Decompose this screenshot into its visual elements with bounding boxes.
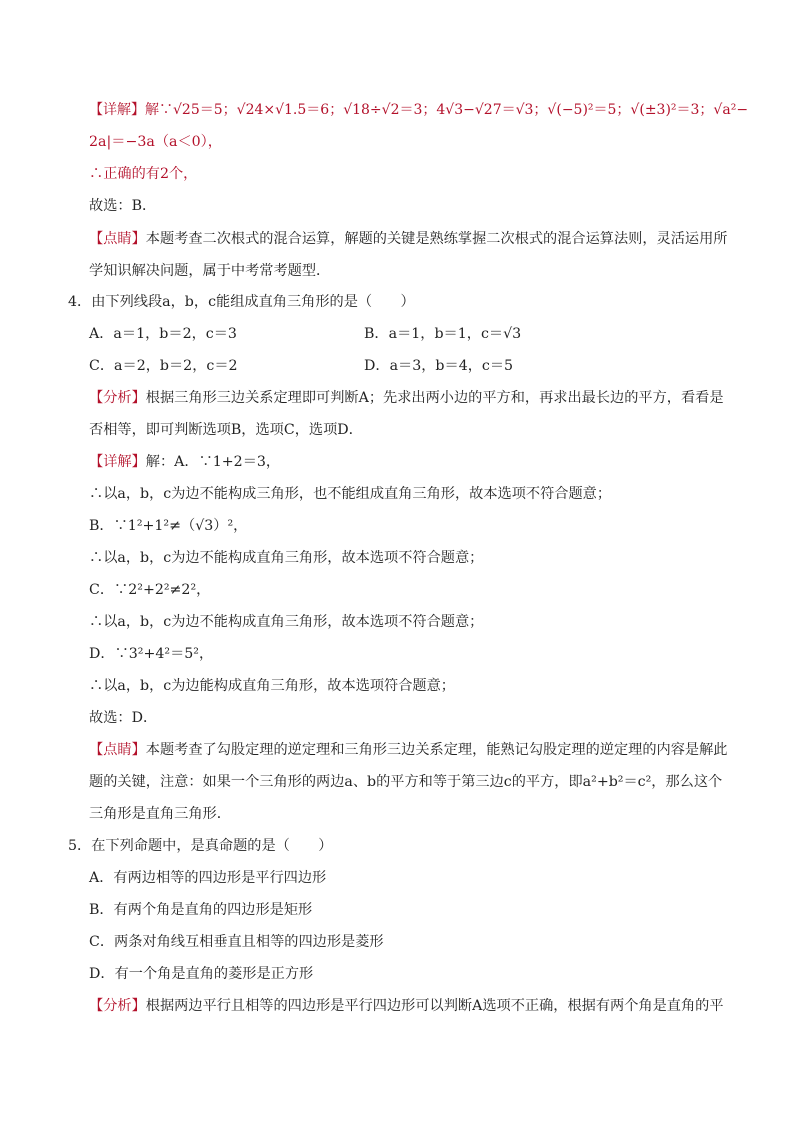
detail-tag: 【详解】: [89, 454, 146, 470]
q5-analysis-line1: 【分析】根据两边平行且相等的四边形是平行四边形可以判断A选项不正确，根据有两个角是直角的平: [89, 998, 724, 1014]
q4-analysis-line1: 【分析】根据三角形三边关系定理即可判断A；先求出两小边的平方和，再求出最长边的平方，看看是: [89, 390, 724, 406]
q4-choice: 故选：D．: [89, 710, 158, 726]
prev-choice: 故选：B．: [89, 198, 157, 214]
q4-analysis-line2: 否相等，即可判断选项B，选项C，选项D．: [89, 422, 363, 438]
q4-comment-line1: 【点睛】本题考查了勾股定理的逆定理和三角形三边关系定理，能熟记勾股定理的逆定理的内容是解此: [89, 742, 728, 758]
q4-comment-line2: 题的关键，注意：如果一个三角形的两边a、b的平方和等于第三边c的平方，即a²+b²＝c²，那么这个: [89, 774, 723, 790]
q4-detail-d: D．∵3²+4²＝5²，: [89, 646, 214, 662]
q4-detail-a2: ∴以a，b，c为边不能构成三角形，也不能组成直角三角形，故本选项不符合题意；: [89, 486, 612, 502]
q4-comment-line3: 三角形是直角三角形．: [89, 806, 231, 822]
prev-detail-line2: 2a|＝−3a（a＜0），: [89, 134, 222, 150]
q5-stem: 5．在下列命题中，是真命题的是（ ）: [68, 838, 333, 854]
comment-tag: 【点睛】: [89, 231, 146, 247]
q4-option-d: D．a＝3，b＝4，c＝5: [364, 358, 514, 374]
q4-option-a: A．a＝1，b＝2，c＝3: [89, 326, 237, 342]
q4-detail-b2: ∴以a，b，c为边不能构成直角三角形，故本选项不符合题意；: [89, 550, 484, 566]
q5-option-c: C．两条对角线互相垂直且相等的四边形是菱形: [89, 934, 384, 950]
prev-detail-line1: 【详解】解∵√25＝5；√24×√1.5＝6；√18÷√2＝3；4√3−√27＝√3；√(−5)²＝5；√(±3)²＝3；√a²−: [89, 102, 749, 118]
q4-detail-c: C．∵2²+2²≠2²，: [89, 582, 211, 598]
analysis-tag: 【分析】: [89, 390, 146, 406]
prev-comment-line1: 【点睛】本题考查二次根式的混合运算，解题的关键是熟练掌握二次根式的混合运算法则，灵活运用所: [89, 231, 728, 247]
q5-option-b: B．有两个角是直角的四边形是矩形: [89, 902, 313, 918]
q5-option-d: D．有一个角是直角的菱形是正方形: [89, 966, 314, 982]
q4-stem: 4．由下列线段a，b，c能组成直角三角形的是（ ）: [68, 294, 415, 310]
q4-detail-b: B．∵1²+1²≠（√3）²，: [89, 518, 248, 534]
analysis-tag: 【分析】: [89, 998, 146, 1014]
prev-comment-line2: 学知识解决问题，属于中考常考题型．: [89, 263, 331, 279]
q4-detail-c2: ∴以a，b，c为边不能构成直角三角形，故本选项不符合题意；: [89, 614, 484, 630]
q4-option-c: C．a＝2，b＝2，c＝2: [89, 358, 238, 374]
q5-option-a: A．有两边相等的四边形是平行四边形: [89, 870, 327, 886]
q4-detail-d2: ∴以a，b，c为边能构成直角三角形，故本选项符合题意；: [89, 678, 455, 694]
q4-detail-a: 【详解】解：A．∵1+2＝3，: [89, 454, 281, 470]
q4-option-b: B．a＝1，b＝1，c＝√3: [364, 326, 522, 342]
comment-tag: 【点睛】: [89, 742, 146, 758]
prev-conclusion: ∴正确的有2个，: [89, 166, 198, 182]
